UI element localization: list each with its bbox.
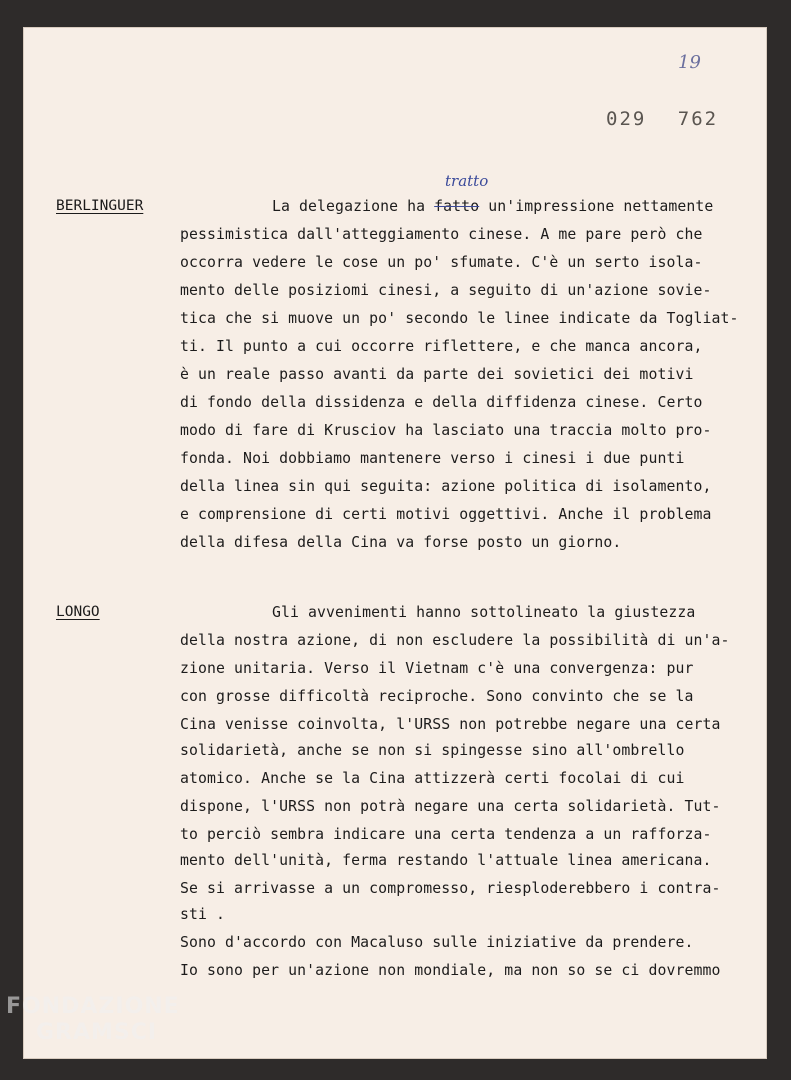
paragraph-line: Cina venisse coinvolta, l'URSS non potrebbe negare una certa bbox=[180, 716, 721, 733]
paragraph-line: atomico. Anche se la Cina attizzerà certi focolai di cui bbox=[180, 770, 685, 787]
paragraph-line: Gli avvenimenti hanno sottolineato la giustezza bbox=[272, 604, 696, 621]
handwritten-correction: tratto bbox=[445, 172, 489, 190]
paragraph-line: modo di fare di Krusciov ha lasciato una traccia molto pro- bbox=[180, 422, 712, 439]
paragraph-line: della linea sin qui seguita: azione politica di isolamento, bbox=[180, 478, 712, 495]
paragraph-line: della nostra azione, di non escludere la possibilità di un'a- bbox=[180, 632, 730, 649]
paragraph-line bbox=[272, 198, 713, 216]
paragraph-line: con grosse difficoltà reciproche. Sono convinto che se la bbox=[180, 688, 694, 705]
paragraph-line: mento dell'unità, ferma restando l'attuale linea americana. bbox=[180, 852, 712, 869]
handwritten-page-number: 19 bbox=[678, 52, 701, 73]
paragraph-line: occorra vedere le cose un po' sfumate. C'è un serto isola- bbox=[180, 254, 703, 271]
line-pre: La delegazione ha bbox=[272, 198, 435, 215]
paragraph-line: tica che si muove un po' secondo le linee indicate da Togliat- bbox=[180, 310, 739, 327]
paragraph-line: mento delle posiziomi cinesi, a seguito di un'azione sovie- bbox=[180, 282, 712, 299]
line-post: un'impressione nettamente bbox=[479, 198, 714, 215]
paragraph-line: di fondo della dissidenza e della diffidenza cinese. Certo bbox=[180, 394, 703, 411]
paragraph-line: Sono d'accordo con Macaluso sulle iniziative da prendere. bbox=[180, 934, 694, 951]
paragraph-line: fonda. Noi dobbiamo mantenere verso i cinesi i due punti bbox=[180, 450, 685, 467]
paragraph-line: sti . bbox=[180, 906, 226, 923]
paragraph-line: dispone, l'URSS non potrà negare una certa solidarietà. Tut- bbox=[180, 798, 721, 815]
paragraph-line: Io sono per un'azione non mondiale, ma non so se ci dovremmo bbox=[180, 962, 721, 979]
paragraph-line: to perciò sembra indicare una certa tendenza a un rafforza- bbox=[180, 826, 712, 843]
archive-stamp: 029 762 bbox=[606, 108, 719, 130]
paragraph-line: solidarietà, anche se non si spingesse sino all'ombrello bbox=[180, 742, 685, 759]
paragraph-line: e comprensione di certi motivi oggettivi. Anche il problema bbox=[180, 506, 712, 523]
struck-word: fatto bbox=[434, 198, 480, 215]
paragraph-line: Se si arrivasse a un compromesso, riesploderebbero i contra- bbox=[180, 880, 721, 897]
paragraph-line: ti. Il punto a cui occorre riflettere, e che manca ancora, bbox=[180, 338, 703, 355]
paragraph-line: della difesa della Cina va forse posto un giorno. bbox=[180, 534, 622, 551]
fondazione-gramsci-watermark bbox=[6, 994, 180, 1046]
watermark-line-1: FONDAZIONE bbox=[6, 994, 180, 1019]
watermark-line-2: GRAMSCI bbox=[36, 1020, 158, 1045]
speaker-berlinguer: BERLINGUER bbox=[56, 198, 144, 214]
paragraph-line: è un reale passo avanti da parte dei sovietici dei motivi bbox=[180, 366, 694, 383]
speaker-longo: LONGO bbox=[56, 604, 100, 620]
paragraph-line: pessimistica dall'atteggiamento cinese. A me pare però che bbox=[180, 226, 703, 243]
paragraph-line: zione unitaria. Verso il Vietnam c'è una convergenza: pur bbox=[180, 660, 694, 677]
